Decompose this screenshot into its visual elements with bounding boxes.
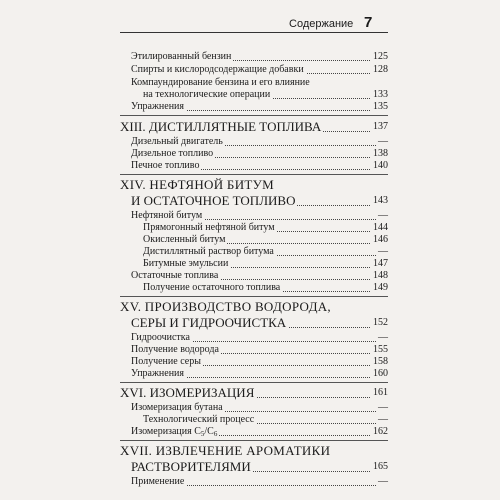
toc-entry: Дизельное топливо 138 [131,148,388,159]
toc-entry: Получение серы 158 [131,356,388,367]
chapter-heading: СЕРЫ И ГИДРООЧИСТКА 152 [131,315,388,330]
section-divider [120,115,388,116]
chapter-heading: XIV. НЕФТЯНОЙ БИТУМ [120,177,274,192]
page-number: 7 [364,14,373,31]
toc-entry: Получение остаточного топлива 149 [143,282,388,293]
toc-entry: на технологические операции 133 [143,89,388,100]
toc-entry: Печное топливо 140 [131,160,388,171]
toc-entry: Нефтяной битум — [131,210,388,221]
toc-entry: Прямогонный нефтяной битум 144 [143,222,388,233]
toc-entry: Получение водорода 155 [131,344,388,355]
toc-entry: Упражнения 160 [131,368,388,379]
toc-entry: Битумные эмульсии 147 [143,258,388,269]
toc-entry: Компаундирование бензина и его влияние [131,77,310,88]
toc-entry: Применение — [131,476,388,487]
toc-entry: Дистиллятный раствор битума — [143,246,388,257]
chapter-heading: XIII. ДИСТИЛЛЯТНЫЕ ТОПЛИВА 137 [120,119,388,134]
toc-entry: Дизельный двигатель — [131,136,388,147]
toc-entry: Окисленный битум 146 [143,234,388,245]
toc-entry: Изомеризация $C_5/C_6$ 162 [131,426,388,438]
toc-entry: Остаточные топлива 148 [131,270,388,281]
toc-entry: Изомеризация бутана — [131,402,388,413]
chapter-heading: XV. ПРОИЗВОДСТВО ВОДОРОДА, [120,299,331,314]
running-header-title: Содержание [289,18,354,30]
chapter-heading: XVII. ИЗВЛЕЧЕНИЕ АРОМАТИКИ [120,443,331,458]
section-divider [120,382,388,383]
chapter-heading: РАСТВОРИТЕЛЯМИ 165 [131,459,388,474]
toc-entry: Этилированный бензин 125 [131,51,388,62]
toc-entry: Упражнения 135 [131,101,388,112]
section-divider [120,174,388,175]
chapter-heading: И ОСТАТОЧНОЕ ТОПЛИВО 143 [131,193,388,208]
toc-entry: Спирты и кислородсодержащие добавки 128 [131,64,388,75]
section-divider [120,296,388,297]
chapter-heading: XVI. ИЗОМЕРИЗАЦИЯ 161 [120,385,388,400]
toc-entry: Технологический процесс — [143,414,388,425]
toc-entry: Гидроочистка — [131,332,388,343]
section-divider [120,440,388,441]
